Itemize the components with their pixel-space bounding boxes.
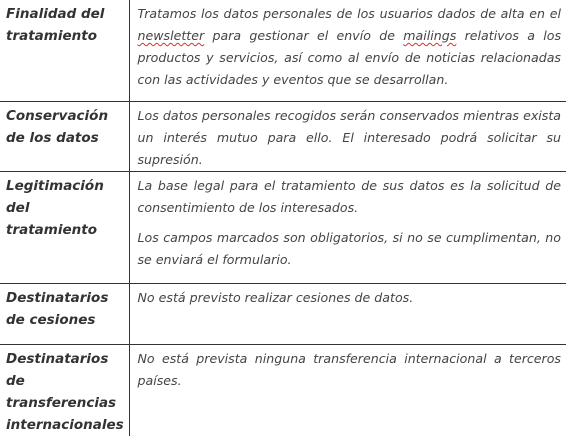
row-description [129, 0, 566, 102]
table-row [0, 172, 566, 284]
table-row [0, 345, 566, 436]
row-label: Destinatarios de transferencias internacionales [0, 345, 129, 436]
table-row [0, 284, 566, 345]
row-description [129, 102, 566, 172]
row-label: Conservación de los datos [0, 102, 129, 172]
row-description [129, 345, 566, 436]
text-fragment: Tratamos los datos personales de los usuarios dados de alta en el [138, 6, 562, 21]
text-fragment: relativos a los productos y servicios, así como al envío de noticias relacionadas con las actividades y eventos que se desarrollan. [138, 28, 562, 87]
row-label: Destinatarios de cesiones [0, 284, 129, 345]
row-label: Finalidad del tratamiento [0, 0, 129, 102]
row-description [129, 172, 566, 284]
spellcheck-word: newsletter [138, 28, 205, 43]
spellcheck-word: mailings [403, 28, 456, 43]
paragraph: Los datos personales recogidos serán conservados mientras exista un interés mutuo para ello. El interesado podrá solicitar su supresión. [138, 105, 562, 171]
row-description [129, 284, 566, 345]
table-row [0, 102, 566, 172]
paragraph: Los campos marcados son obligatorios, si no se cumplimentan, no se enviará el formulario. [138, 227, 562, 271]
text-fragment: para gestionar el envío de [204, 28, 403, 43]
paragraph: No está previsto realizar cesiones de datos. [138, 287, 562, 309]
table-row [0, 0, 566, 102]
paragraph: No está prevista ninguna transferencia internacional a terceros países. [138, 348, 562, 392]
row-label: Legitimación del tratamiento [0, 172, 129, 284]
paragraph: La base legal para el tratamiento de sus datos es la solicitud de consentimiento de los interesados. [138, 175, 562, 219]
